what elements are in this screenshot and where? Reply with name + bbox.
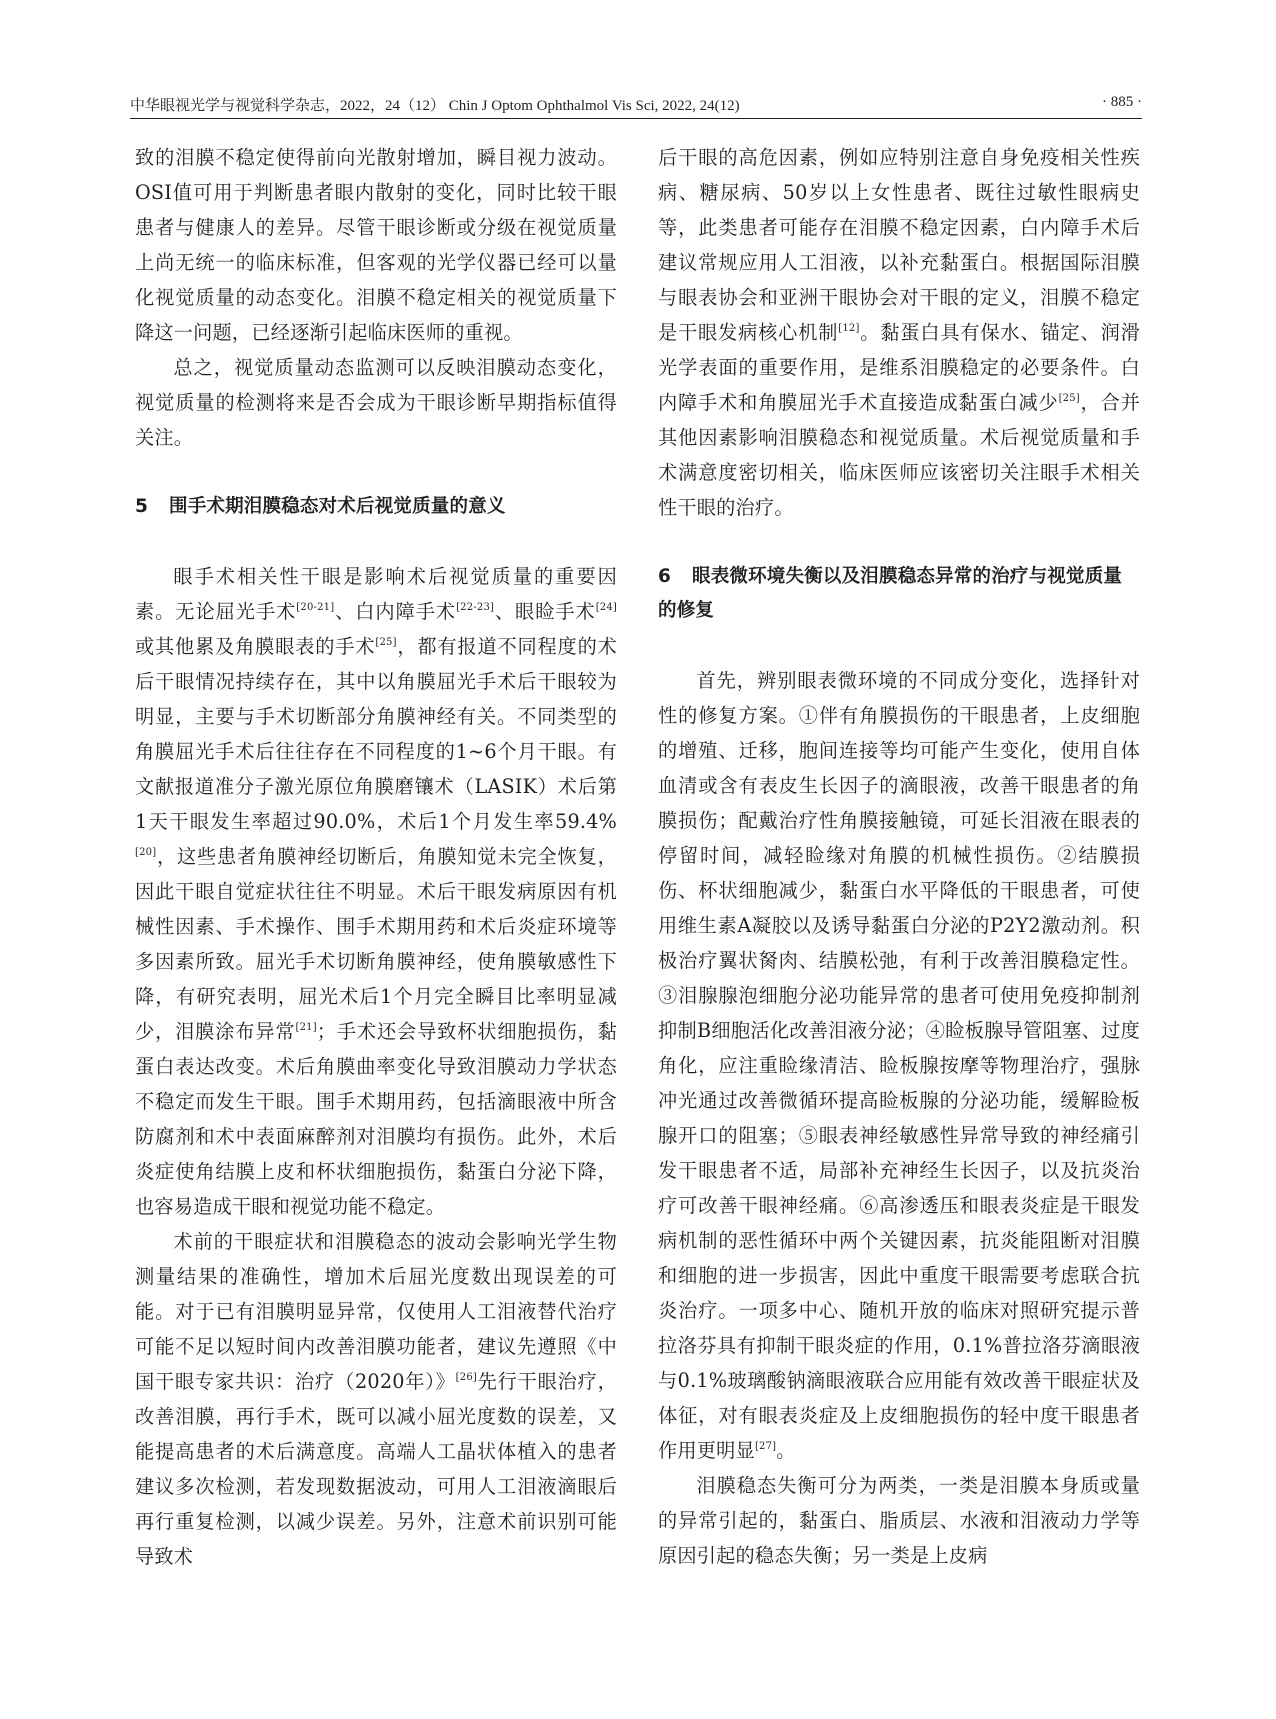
citation: [25] (1058, 393, 1080, 404)
citation: [26] (455, 1372, 477, 1383)
citation: [20-21] (296, 602, 335, 613)
right-column (658, 140, 1140, 1573)
text-run: 或其他累及角膜眼表的手术 (135, 635, 376, 658)
text-run: ，合并其他因素影响泪膜稳态和视觉质量。术后视觉质量和手术满意度密切相关，临床医师应该密切关注眼手术相关性干眼的治疗。 (658, 391, 1140, 519)
text-run: 。 (776, 1439, 796, 1462)
section-heading-6 (658, 560, 1140, 628)
text-run: 、白内障手术 (334, 600, 457, 623)
section-heading-5 (135, 490, 617, 524)
text-run: 。黏蛋白具有保水、锚定、润滑光学表面的重要作用，是维系泪膜稳定的必要条件。白内障手术和角膜屈光手术直接造成黏蛋白减少 (658, 321, 1140, 414)
section-number: 6 (658, 566, 672, 587)
text-run: 术前的干眼症状和泪膜稳态的波动会影响光学生物测量结果的准确性，增加术后屈光度数出现误差的可能。对于已有泪膜明显异常，仅使用人工泪液替代治疗可能不足以短时间内改善泪膜功能者，建议先遵照《中国干眼专家共识：治疗（2020年）》 (135, 1230, 617, 1393)
text-run: 、眼睑手术 (494, 600, 596, 623)
paragraph (135, 559, 617, 1224)
text-run: ，都有报道不同程度的术后干眼情况持续存在，其中以角膜屈光手术后干眼较为明显，主要与手术切断部分角膜神经有关。不同类型的角膜屈光手术后往往存在不同程度的1~6个月干眼。有文献报道准分子激光原位角膜磨镶术（LASIK）术后第1天干眼发生率超过90.0%，术后1个月发生率59.4% (135, 635, 618, 833)
text-run: 眼手术相关性干眼是影响术后视觉质量的重要因素。无论屈光手术 (135, 565, 617, 623)
citation: [21] (295, 1022, 317, 1033)
text-run: ；手术还会导致杯状细胞损伤，黏蛋白表达改变。术后角膜曲率变化导致泪膜动力学状态不稳定而发生干眼。围手术期用药，包括滴眼液中所含防腐剂和术中表面麻醉剂对泪膜均有损伤。此外，术后炎症使角结膜上皮和杯状细胞损伤，黏蛋白分泌下降，也容易造成干眼和视觉功能不稳定。 (135, 1020, 617, 1218)
paragraph: 总之，视觉质量动态监测可以反映泪膜动态变化，视觉质量的检测将来是否会成为干眼诊断早期指标值得关注。 (135, 356, 617, 449)
paragraph: 泪膜稳态失衡可分为两类，一类是泪膜本身质或量的异常引起的，黏蛋白、脂质层、水液和泪液动力学等原因引起的稳态失衡；另一类是上皮病 (658, 1474, 1140, 1567)
paragraph (135, 1224, 617, 1574)
section-number: 5 (135, 496, 149, 517)
paragraph (658, 663, 1140, 1468)
paragraph: 致的泪膜不稳定使得前向光散射增加，瞬目视力波动。OSI值可用于判断患者眼内散射的变化，同时比较干眼患者与健康人的差异。尽管干眼诊断或分级在视觉质量上尚无统一的临床标准，但客观的光学仪器已经可以量化视觉质量的动态变化。泪膜不稳定相关的视觉质量下降这一问题，已经逐渐引起临床医师的重视。 (135, 146, 617, 344)
paragraph (658, 140, 1140, 525)
citation: [22-23] (456, 602, 495, 613)
text-run: 先行干眼治疗，改善泪膜，再行手术，既可以减小屈光度数的误差，又能提高患者的术后满意度。高端人工晶状体植入的患者建议多次检测，若发现数据波动，可用人工泪液滴眼后再行重复检测，以减少误差。另外，注意术前识别可能导致术 (135, 1370, 617, 1568)
page-number: · 885 · (1102, 94, 1142, 110)
citation: [25] (375, 637, 397, 648)
text-run: 后干眼的高危因素，例如应特别注意自身免疫相关性疾病、糖尿病、50岁以上女性患者、既往过敏性眼病史等，此类患者可能存在泪膜不稳定因素，白内障手术后建议常规应用人工泪液，以补充黏蛋白。根据国际泪膜与眼表协会和亚洲干眼协会对干眼的定义，泪膜不稳定是干眼发病核心机制 (658, 146, 1140, 344)
section-title: 眼表微环境失衡以及泪膜稳态异常的治疗与视觉质量的修复 (658, 566, 1123, 621)
citation: [27] (754, 1441, 777, 1452)
section-title: 围手术期泪膜稳态对术后视觉质量的意义 (169, 496, 506, 517)
citation: [20] (135, 847, 157, 858)
text-run: ，这些患者角膜神经切断后，角膜知觉未完全恢复，因此干眼自觉症状往往不明显。术后干眼发病原因有机械性因素、手术操作、围手术期用药和术后炎症环境等多因素所致。屈光手术切断角膜神经，使角膜敏感性下降，有研究表明，屈光术后1个月完全瞬目比率明显减少，泪膜涂布异常 (135, 845, 617, 1043)
left-column (135, 140, 617, 1574)
citation: [12] (838, 323, 860, 334)
journal-citation: 中华眼视光学与视觉科学杂志，2022，24（12） Chin J Optom Ophthalmol Vis Sci, 2022, 24(12) (130, 98, 740, 114)
text-run: 首先，辨别眼表微环境的不同成分变化，选择针对性的修复方案。①伴有角膜损伤的干眼患者，上皮细胞的增殖、迁移，胞间连接等均可能产生变化，使用自体血清或含有表皮生长因子的滴眼液，改善干眼患者的角膜损伤；配戴治疗性角膜接触镜，可延长泪液在眼表的停留时间，减轻睑缘对角膜的机械性损伤。②结膜损伤、杯状细胞减少，黏蛋白水平降低的干眼患者，可使用维生素A凝胶以及诱导黏蛋白分泌的P2Y2激动剂。积极治疗翼状胬肉、结膜松弛，有利于改善泪膜稳定性。③泪腺腺泡细胞分泌功能异常的患者可使用免疫抑制剂抑制B细胞活化改善泪液分泌；④睑板腺导管阻塞、过度角化，应注重睑缘清洁、睑板腺按摩等物理治疗，强脉冲光通过改善微循环提高睑板腺的分泌功能，缓解睑板腺开口的阻塞；⑤眼表神经敏感性异常导致的神经痛引发干眼患者不适，局部补充神经生长因子，以及抗炎治疗可改善干眼神经痛。⑥高渗透压和眼表炎症是干眼发病机制的恶性循环中两个关键因素，抗炎能阻断对泪膜和细胞的进一步损害，因此中重度干眼需要考虑联合抗炎治疗。一项多中心、随机开放的临床对照研究提示普拉洛芬具有抑制干眼炎症的作用，0.1%普拉洛芬滴眼液与0.1%玻璃酸钠滴眼液联合应用能有效改善干眼症状及体征，对有眼表炎症及上皮细胞损伤的轻中度干眼患者作用更明显 (658, 669, 1140, 1462)
running-header (130, 88, 1142, 119)
citation: [24] (595, 602, 618, 613)
